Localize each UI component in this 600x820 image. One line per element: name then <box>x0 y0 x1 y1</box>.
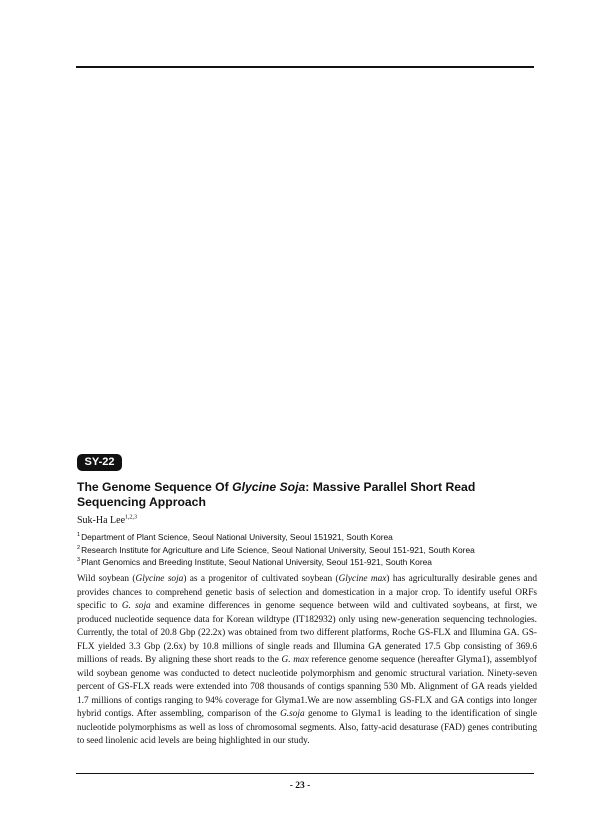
page-number: - 23 - <box>289 781 311 791</box>
abstract-species-name: Glycine max <box>338 574 387 584</box>
session-badge: SY-22 <box>77 454 122 471</box>
affiliation-text: Research Institute for Agriculture and Life Science, Seoul National University, Seoul 151-921, South Korea <box>81 544 475 555</box>
abstract-species-name: G.soja <box>280 709 305 719</box>
top-rule <box>76 66 534 68</box>
abstract-species-name: G. soja <box>121 601 151 611</box>
paper-title <box>77 480 537 510</box>
affiliation-text: Plant Genomics and Breeding Institute, Seoul National University, Seoul 151-921, South Korea <box>81 557 432 567</box>
abstract-segment: ) has agriculturally desirable genes and provides chances to comprehend genetic basis of selection and domestication in a major crop. To identify useful ORFs specific to <box>77 574 537 611</box>
abstract-segment: reference genome sequence (hereafter Glyma1), assemblyof wild soybean genome was conducted to detect nucleotide polymorphism and genomic structural variation. Ninety-seven percent of GS-FLX reads were extended into 708 thousands of contigs spanning 530 Mb. Alignment of GA reads yielded 1.7 millions of contigs ranging to 94% coverage for Glyma1.We are now assembling GS-FLX and GA contigs into longer hybrid contigs. After assembling, comparison of the <box>77 655 537 719</box>
affiliation-3 <box>77 556 537 569</box>
abstract-segment: Wild soybean ( <box>77 574 136 584</box>
abstract-segment: genome to Glyma1 is leading to the identification of single nucleotide polymorphisms as well as loss of chromosomal segments. Also, fatty-acid desaturase (FAD) genes contributing to seed linolenic acid levels are being highlighted in our study. <box>77 709 537 746</box>
abstract-species-name: G. max <box>281 655 309 665</box>
title-italic-species: Glycine Soja <box>232 480 306 494</box>
affiliation-1 <box>77 531 537 544</box>
affiliation-number: 1 <box>77 532 81 539</box>
affiliation-number: 2 <box>77 544 81 551</box>
affiliation-text: Department of Plant Science, Seoul National University, Seoul 151921, South Korea <box>81 532 393 542</box>
affiliations <box>77 531 537 569</box>
affiliation-2 <box>77 544 537 557</box>
bottom-rule <box>76 773 534 774</box>
title-part-1: The Genome Sequence Of <box>77 480 233 494</box>
author-line <box>77 515 137 526</box>
author-name: Suk-Ha Lee <box>77 515 126 526</box>
abstract-segment: and examine differences in genome sequence between wild and cultivated soybeans, at first, we produced nucleotide sequence data for Korean wildtype (IT182932) only using new-generation sequencing technologies. Currently, the total of 20.8 Gbp (22.2x) was obtained from two different platforms, Roche GS-FLX and Illumina GA. GS-FLX yielded 3.3 Gbp (2.6x) by 10.8 millions of single reads and Illumina GA generated 17.5 Gbp consisting of 369.6 millions of reads. By aligning these short reads to the <box>77 601 537 665</box>
abstract-segment: ) as a progenitor of cultivated soybean ( <box>183 574 339 584</box>
abstract-body <box>77 573 537 749</box>
abstract-species-name: Glycine soja <box>135 574 184 584</box>
author-affiliation-marks: 1,2,3 <box>125 514 138 521</box>
title-part-2: : Massive Parallel Short Read Sequencing Approach <box>77 480 476 509</box>
affiliation-number: 3 <box>77 557 81 564</box>
